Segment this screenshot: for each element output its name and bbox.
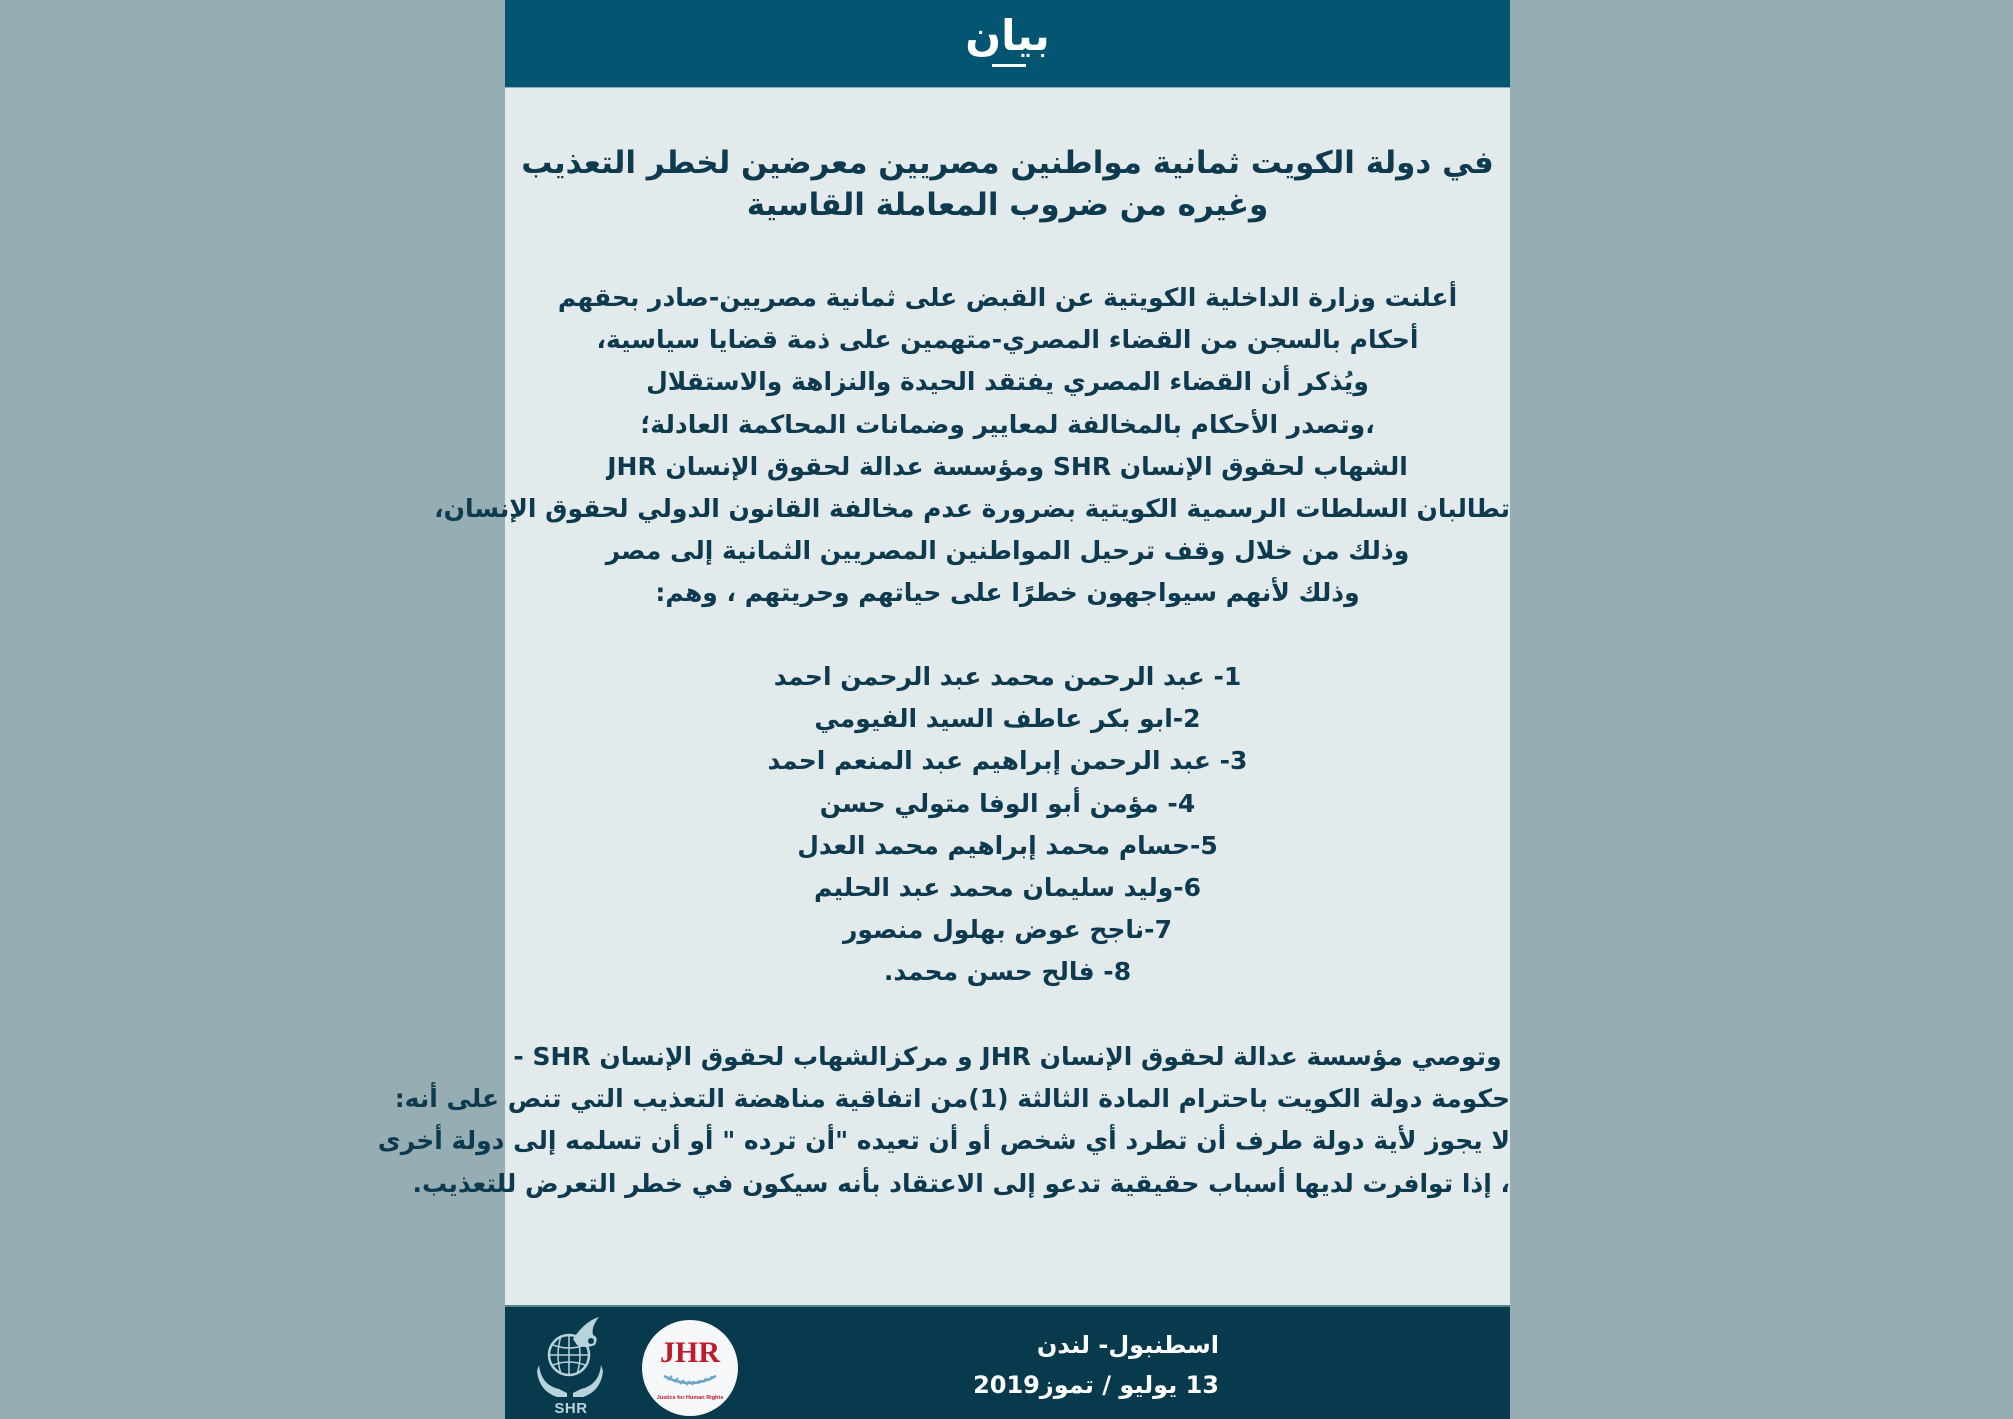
closing-paragraph: [377, 1036, 1510, 1205]
intro-line: أعلنت وزارة الداخلية الكويتية عن القبض على ثمانية مصريين-صادر بحقهم: [557, 283, 1458, 312]
closing-line: وتوصي مؤسسة عدالة لحقوق الإنسان JHR و مركزالشهاب لحقوق الإنسان SHR -: [513, 1042, 1502, 1071]
intro-line: أحكام بالسجن من القضاء المصري-متهمين على ذمة قضايا سياسية،: [596, 325, 1419, 355]
jhr-logo-label: JHR: [660, 1336, 720, 1369]
name-item: 7-ناجح عوض بهلول منصور: [843, 915, 1172, 945]
jhr-logo-tagline: Justice for Human Rights: [656, 1395, 724, 1401]
name-item: 6-وليد سليمان محمد عبد الحليم: [813, 873, 1202, 903]
footer-location: اسطنبول- لندن: [1036, 1331, 1219, 1359]
headline-line: وغيره من ضروب المعاملة القاسية: [746, 187, 1269, 223]
title-underline: [992, 64, 1026, 67]
statement-footer: [505, 1305, 1510, 1419]
intro-line: وذلك من خلال وقف ترحيل المواطنين المصريين الثمانية إلى مصر: [605, 536, 1410, 566]
name-item: 1- عبد الرحمن محمد عبد الرحمن احمد: [773, 662, 1242, 691]
jhr-logo: [642, 1320, 738, 1416]
intro-paragraph: [434, 277, 1510, 615]
name-item: 2-ابو بكر عاطف السيد الفيومي: [814, 704, 1201, 734]
footer-location-date: [973, 1325, 1219, 1405]
intro-line: وذلك لأنهم سيواجهون خطرًا على حياتهم وحريتهم ، وهم:: [655, 578, 1360, 608]
headline-line: في دولة الكويت ثمانية مواطنين مصريين معرضين لخطر التعذيب: [521, 145, 1494, 181]
shr-logo: [533, 1315, 609, 1419]
statement-title: بيان: [965, 11, 1050, 60]
closing-line: لا يجوز لأية دولة طرف أن تطرد أي شخص أو أن تعيده "أن ترده " أو أن تسلمه إلى دولة أخرى: [377, 1126, 1510, 1156]
name-item: 8- فالح حسن محمد.: [883, 957, 1132, 987]
dove-globe-hands-icon: [533, 1315, 609, 1399]
intro-line: الشهاب لحقوق الإنسان SHR ومؤسسة عدالة لحقوق الإنسان JHR: [607, 451, 1408, 481]
headline: [505, 142, 1510, 226]
statement-header: [505, 0, 1510, 88]
name-item: 4- مؤمن أبو الوفا متولي حسن: [819, 788, 1196, 818]
names-list: [505, 656, 1510, 994]
intro-line: تطالبان السلطات الرسمية الكويتية بضرورة عدم مخالفة القانون الدولي لحقوق الإنسان،: [434, 494, 1510, 524]
footer-date: 13 يوليو / تموز2019: [973, 1371, 1219, 1399]
laurel-wreath-icon: [660, 1372, 720, 1392]
closing-line: ، إذا توافرت لديها أسباب حقيقية تدعو إلى الاعتقاد بأنه سيكون في خطر التعرض للتعذيب.: [412, 1168, 1510, 1198]
name-item: 5-حسام محمد إبراهيم محمد العدل: [797, 830, 1218, 860]
name-item: 3- عبد الرحمن إبراهيم عبد المنعم احمد: [767, 746, 1248, 776]
shr-logo-label: SHR: [554, 1400, 588, 1417]
intro-line: ،وتصدر الأحكام بالمخالفة لمعايير وضمانات المحاكمة العادلة؛: [640, 409, 1375, 439]
intro-line: ويُذكر أن القضاء المصري يفتقد الحيدة والنزاهة والاستقلال: [646, 367, 1369, 397]
closing-line: حكومة دولة الكويت باحترام المادة الثالثة (1)من اتفاقية مناهضة التعذيب التي تنص على أنه:: [394, 1084, 1510, 1114]
statement-page: [377, 0, 1510, 1417]
